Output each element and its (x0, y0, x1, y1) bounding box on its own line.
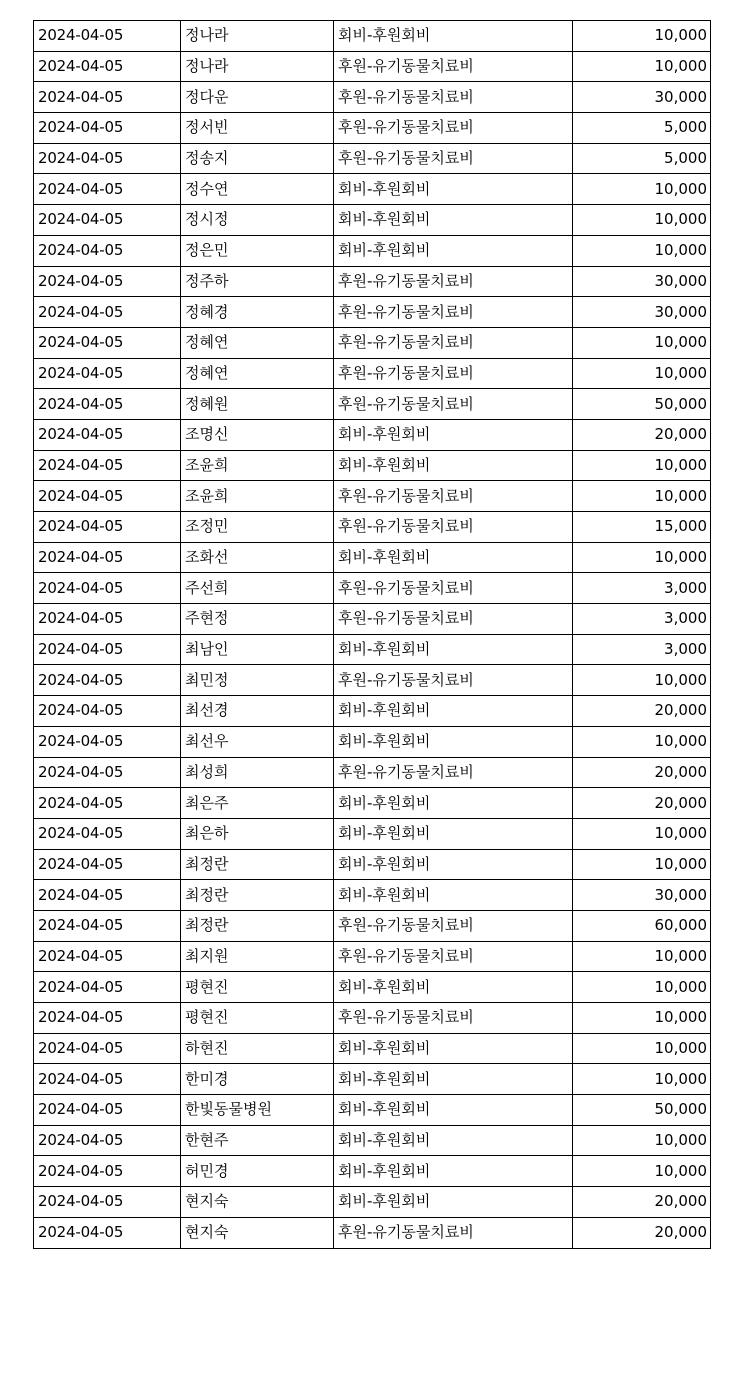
date-cell: 2024-04-05 (34, 1064, 181, 1095)
category-cell: 후원-유기동물치료비 (334, 1003, 573, 1034)
donor-name-cell: 정혜연 (181, 327, 334, 358)
donor-name-cell: 정혜경 (181, 297, 334, 328)
amount-cell: 20,000 (573, 757, 711, 788)
category-cell: 후원-유기동물치료비 (334, 266, 573, 297)
category-cell: 후원-유기동물치료비 (334, 327, 573, 358)
amount-cell: 20,000 (573, 788, 711, 819)
category-cell: 회비-후원회비 (334, 1125, 573, 1156)
table-row (34, 389, 711, 420)
category-cell: 회비-후원회비 (334, 880, 573, 911)
date-cell: 2024-04-05 (34, 297, 181, 328)
table-row (34, 604, 711, 635)
ledger-body (34, 21, 711, 1249)
category-cell: 회비-후원회비 (334, 235, 573, 266)
table-row (34, 665, 711, 696)
donor-name-cell: 정시정 (181, 205, 334, 236)
amount-cell: 20,000 (573, 1187, 711, 1218)
date-cell: 2024-04-05 (34, 419, 181, 450)
table-row (34, 481, 711, 512)
amount-cell: 50,000 (573, 389, 711, 420)
category-cell: 후원-유기동물치료비 (334, 941, 573, 972)
table-row (34, 1125, 711, 1156)
table-row (34, 910, 711, 941)
date-cell: 2024-04-05 (34, 450, 181, 481)
date-cell: 2024-04-05 (34, 880, 181, 911)
category-cell: 회비-후원회비 (334, 972, 573, 1003)
amount-cell: 10,000 (573, 818, 711, 849)
donor-name-cell: 정수연 (181, 174, 334, 205)
table-row (34, 235, 711, 266)
amount-cell: 10,000 (573, 542, 711, 573)
donor-name-cell: 정다운 (181, 82, 334, 113)
category-cell: 후원-유기동물치료비 (334, 82, 573, 113)
donor-name-cell: 조정민 (181, 512, 334, 543)
amount-cell: 10,000 (573, 1064, 711, 1095)
donor-name-cell: 최성희 (181, 757, 334, 788)
table-row (34, 21, 711, 52)
category-cell: 회비-후원회비 (334, 696, 573, 727)
table-row (34, 174, 711, 205)
amount-cell: 20,000 (573, 696, 711, 727)
amount-cell: 60,000 (573, 910, 711, 941)
table-row (34, 788, 711, 819)
date-cell: 2024-04-05 (34, 113, 181, 144)
amount-cell: 10,000 (573, 235, 711, 266)
amount-cell: 3,000 (573, 573, 711, 604)
amount-cell: 10,000 (573, 849, 711, 880)
date-cell: 2024-04-05 (34, 82, 181, 113)
donor-name-cell: 정서빈 (181, 113, 334, 144)
category-cell: 회비-후원회비 (334, 726, 573, 757)
category-cell: 회비-후원회비 (334, 205, 573, 236)
date-cell: 2024-04-05 (34, 849, 181, 880)
table-row (34, 266, 711, 297)
table-row (34, 1033, 711, 1064)
date-cell: 2024-04-05 (34, 604, 181, 635)
date-cell: 2024-04-05 (34, 21, 181, 52)
category-cell: 후원-유기동물치료비 (334, 665, 573, 696)
date-cell: 2024-04-05 (34, 481, 181, 512)
amount-cell: 10,000 (573, 1003, 711, 1034)
category-cell: 회비-후원회비 (334, 174, 573, 205)
category-cell: 회비-후원회비 (334, 1033, 573, 1064)
donor-name-cell: 조명신 (181, 419, 334, 450)
table-row (34, 1095, 711, 1126)
table-row (34, 297, 711, 328)
amount-cell: 10,000 (573, 726, 711, 757)
table-row (34, 82, 711, 113)
category-cell: 후원-유기동물치료비 (334, 389, 573, 420)
date-cell: 2024-04-05 (34, 327, 181, 358)
donor-name-cell: 하현진 (181, 1033, 334, 1064)
table-row (34, 757, 711, 788)
date-cell: 2024-04-05 (34, 143, 181, 174)
category-cell: 후원-유기동물치료비 (334, 358, 573, 389)
donor-name-cell: 정나라 (181, 51, 334, 82)
category-cell: 회비-후원회비 (334, 1095, 573, 1126)
table-row (34, 726, 711, 757)
amount-cell: 10,000 (573, 972, 711, 1003)
date-cell: 2024-04-05 (34, 726, 181, 757)
table-row (34, 143, 711, 174)
amount-cell: 3,000 (573, 604, 711, 635)
category-cell: 회비-후원회비 (334, 419, 573, 450)
donor-name-cell: 최선우 (181, 726, 334, 757)
donor-name-cell: 현지숙 (181, 1187, 334, 1218)
table-row (34, 113, 711, 144)
table-row (34, 573, 711, 604)
category-cell: 회비-후원회비 (334, 1187, 573, 1218)
category-cell: 후원-유기동물치료비 (334, 604, 573, 635)
amount-cell: 10,000 (573, 1125, 711, 1156)
amount-cell: 10,000 (573, 51, 711, 82)
amount-cell: 30,000 (573, 82, 711, 113)
date-cell: 2024-04-05 (34, 941, 181, 972)
donor-name-cell: 최선경 (181, 696, 334, 727)
category-cell: 회비-후원회비 (334, 634, 573, 665)
donor-name-cell: 최민정 (181, 665, 334, 696)
donation-ledger-table (33, 20, 711, 1249)
category-cell: 후원-유기동물치료비 (334, 910, 573, 941)
date-cell: 2024-04-05 (34, 910, 181, 941)
donor-name-cell: 조윤희 (181, 481, 334, 512)
date-cell: 2024-04-05 (34, 512, 181, 543)
date-cell: 2024-04-05 (34, 1033, 181, 1064)
category-cell: 회비-후원회비 (334, 542, 573, 573)
category-cell: 회비-후원회비 (334, 1064, 573, 1095)
date-cell: 2024-04-05 (34, 51, 181, 82)
amount-cell: 10,000 (573, 327, 711, 358)
category-cell: 후원-유기동물치료비 (334, 297, 573, 328)
date-cell: 2024-04-05 (34, 389, 181, 420)
table-row (34, 818, 711, 849)
table-row (34, 1217, 711, 1248)
date-cell: 2024-04-05 (34, 542, 181, 573)
category-cell: 회비-후원회비 (334, 21, 573, 52)
amount-cell: 10,000 (573, 450, 711, 481)
table-row (34, 880, 711, 911)
donor-name-cell: 허민경 (181, 1156, 334, 1187)
category-cell: 후원-유기동물치료비 (334, 1217, 573, 1248)
date-cell: 2024-04-05 (34, 235, 181, 266)
donor-name-cell: 최은주 (181, 788, 334, 819)
donor-name-cell: 최은하 (181, 818, 334, 849)
table-row (34, 1064, 711, 1095)
table-row (34, 972, 711, 1003)
date-cell: 2024-04-05 (34, 573, 181, 604)
date-cell: 2024-04-05 (34, 665, 181, 696)
amount-cell: 10,000 (573, 21, 711, 52)
date-cell: 2024-04-05 (34, 174, 181, 205)
table-row (34, 205, 711, 236)
date-cell: 2024-04-05 (34, 266, 181, 297)
table-row (34, 634, 711, 665)
donor-name-cell: 평현진 (181, 972, 334, 1003)
amount-cell: 10,000 (573, 1156, 711, 1187)
amount-cell: 30,000 (573, 880, 711, 911)
table-row (34, 542, 711, 573)
amount-cell: 15,000 (573, 512, 711, 543)
category-cell: 회비-후원회비 (334, 450, 573, 481)
table-row (34, 1187, 711, 1218)
amount-cell: 20,000 (573, 1217, 711, 1248)
donor-name-cell: 주현정 (181, 604, 334, 635)
table-row (34, 849, 711, 880)
category-cell: 후원-유기동물치료비 (334, 512, 573, 543)
amount-cell: 3,000 (573, 634, 711, 665)
table-row (34, 696, 711, 727)
category-cell: 회비-후원회비 (334, 788, 573, 819)
donor-name-cell: 최정란 (181, 910, 334, 941)
donor-name-cell: 조윤희 (181, 450, 334, 481)
date-cell: 2024-04-05 (34, 696, 181, 727)
category-cell: 회비-후원회비 (334, 1156, 573, 1187)
date-cell: 2024-04-05 (34, 205, 181, 236)
amount-cell: 10,000 (573, 665, 711, 696)
amount-cell: 10,000 (573, 481, 711, 512)
donor-name-cell: 현지숙 (181, 1217, 334, 1248)
category-cell: 후원-유기동물치료비 (334, 143, 573, 174)
amount-cell: 30,000 (573, 266, 711, 297)
donor-name-cell: 한현주 (181, 1125, 334, 1156)
amount-cell: 10,000 (573, 358, 711, 389)
amount-cell: 30,000 (573, 297, 711, 328)
date-cell: 2024-04-05 (34, 1217, 181, 1248)
donor-name-cell: 한미경 (181, 1064, 334, 1095)
donor-name-cell: 정혜연 (181, 358, 334, 389)
amount-cell: 5,000 (573, 113, 711, 144)
amount-cell: 50,000 (573, 1095, 711, 1126)
amount-cell: 10,000 (573, 174, 711, 205)
amount-cell: 5,000 (573, 143, 711, 174)
date-cell: 2024-04-05 (34, 788, 181, 819)
table-row (34, 358, 711, 389)
category-cell: 후원-유기동물치료비 (334, 51, 573, 82)
table-row (34, 51, 711, 82)
donor-name-cell: 주선희 (181, 573, 334, 604)
date-cell: 2024-04-05 (34, 358, 181, 389)
donor-name-cell: 정주하 (181, 266, 334, 297)
table-row (34, 450, 711, 481)
date-cell: 2024-04-05 (34, 1095, 181, 1126)
date-cell: 2024-04-05 (34, 972, 181, 1003)
category-cell: 후원-유기동물치료비 (334, 481, 573, 512)
date-cell: 2024-04-05 (34, 818, 181, 849)
donor-name-cell: 최정란 (181, 880, 334, 911)
donor-name-cell: 최정란 (181, 849, 334, 880)
category-cell: 후원-유기동물치료비 (334, 113, 573, 144)
date-cell: 2024-04-05 (34, 1003, 181, 1034)
donor-name-cell: 정혜원 (181, 389, 334, 420)
category-cell: 회비-후원회비 (334, 818, 573, 849)
category-cell: 회비-후원회비 (334, 849, 573, 880)
table-row (34, 1003, 711, 1034)
table-row (34, 1156, 711, 1187)
donor-name-cell: 최남인 (181, 634, 334, 665)
amount-cell: 20,000 (573, 419, 711, 450)
category-cell: 후원-유기동물치료비 (334, 757, 573, 788)
donor-name-cell: 최지원 (181, 941, 334, 972)
category-cell: 후원-유기동물치료비 (334, 573, 573, 604)
table-row (34, 419, 711, 450)
date-cell: 2024-04-05 (34, 1187, 181, 1218)
donor-name-cell: 정나라 (181, 21, 334, 52)
donor-name-cell: 정송지 (181, 143, 334, 174)
date-cell: 2024-04-05 (34, 1156, 181, 1187)
donor-name-cell: 평현진 (181, 1003, 334, 1034)
date-cell: 2024-04-05 (34, 1125, 181, 1156)
table-row (34, 512, 711, 543)
amount-cell: 10,000 (573, 941, 711, 972)
date-cell: 2024-04-05 (34, 757, 181, 788)
donor-name-cell: 한빛동물병원 (181, 1095, 334, 1126)
date-cell: 2024-04-05 (34, 634, 181, 665)
donor-name-cell: 조화선 (181, 542, 334, 573)
amount-cell: 10,000 (573, 1033, 711, 1064)
table-row (34, 941, 711, 972)
table-row (34, 327, 711, 358)
amount-cell: 10,000 (573, 205, 711, 236)
donor-name-cell: 정은민 (181, 235, 334, 266)
